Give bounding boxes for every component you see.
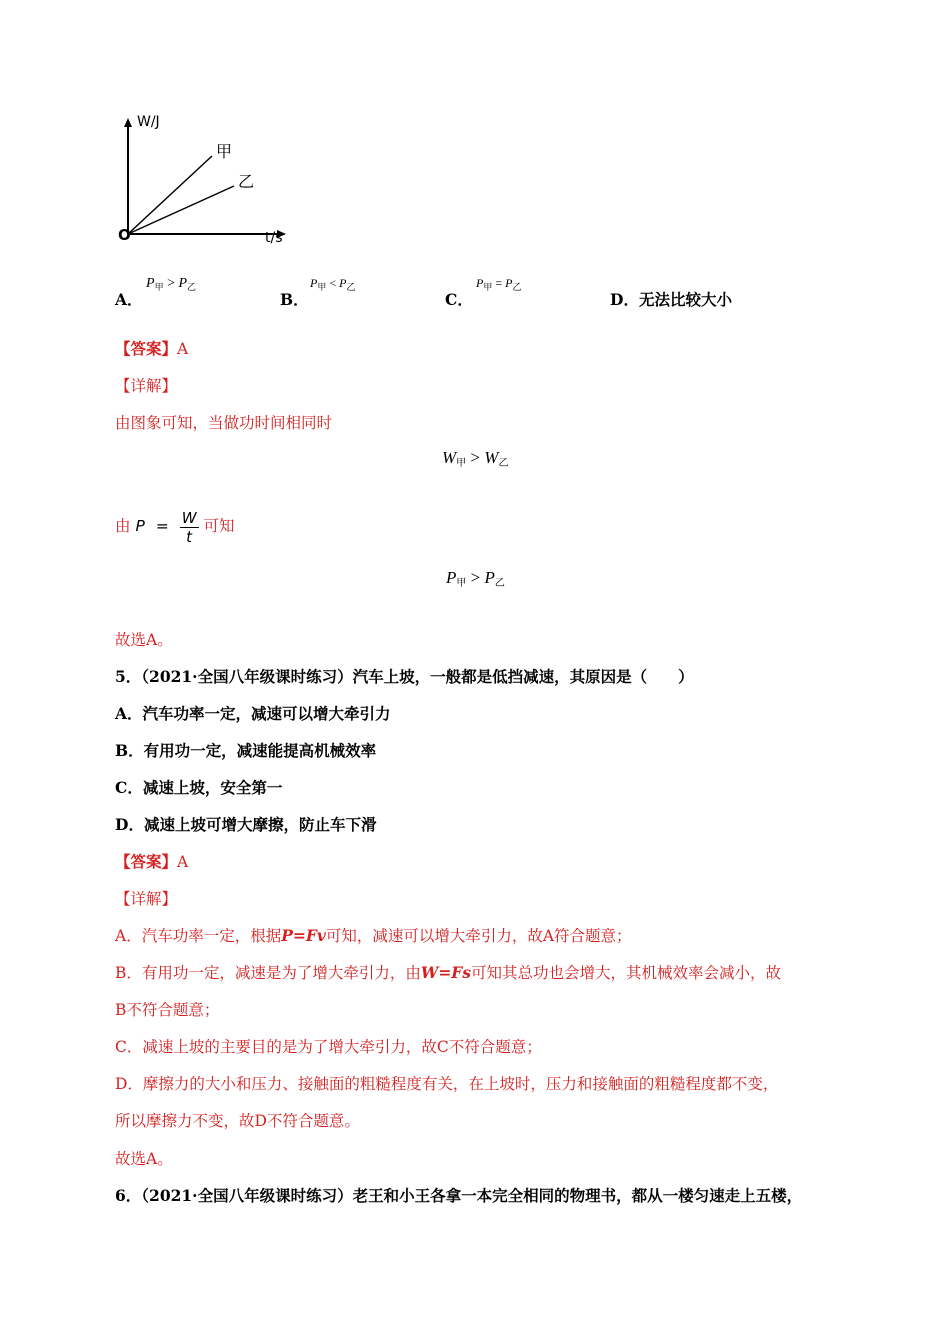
option-letter: B． — [115, 741, 144, 760]
y-axis-arrow — [124, 118, 132, 127]
q5-conclusion: 故选A。 — [115, 1150, 173, 1168]
q5-detail-d-line2: 所以摩擦力不变，故D不符合题意。 — [115, 1112, 360, 1130]
q4-formula-line — [115, 506, 234, 546]
answer-label: 【答案】 — [115, 852, 178, 871]
line-jia — [128, 156, 212, 234]
detail-formula: W=Fs — [420, 963, 472, 982]
option-letter: B． — [280, 290, 309, 309]
option-letter: A． — [115, 704, 143, 723]
detail-text: B．有用功一定，减速是为了增大牵引力，由 — [115, 964, 421, 982]
q4-detail-label: 【详解】 — [115, 377, 178, 395]
formula-lhs: P — [135, 517, 145, 535]
q6-stem — [115, 1186, 802, 1206]
question-number: 6． — [115, 1186, 142, 1205]
q4-option-b-formula — [310, 276, 356, 293]
q5-detail-label: 【详解】 — [115, 890, 178, 908]
q5-detail-c: C．减速上坡的主要目的是为了增大牵引力，故C不符合题意； — [115, 1038, 542, 1056]
var: P — [484, 568, 495, 587]
option-text: 汽车功率一定，减速可以增大牵引力 — [142, 704, 391, 723]
formula-prefix: 由 — [115, 517, 131, 535]
q5-option-a — [115, 704, 391, 724]
q5-detail-a — [115, 926, 632, 946]
formula-eq: = — [155, 517, 169, 535]
sub: 乙 — [346, 282, 356, 292]
answer-label: 【答案】 — [115, 339, 178, 358]
q4-equation-1 — [442, 448, 508, 469]
q5-stem — [115, 667, 694, 687]
option-text: 减速上坡，安全第一 — [142, 778, 283, 797]
origin-label: O — [118, 226, 131, 244]
option-letter: D． — [610, 290, 639, 309]
sub: 乙 — [187, 282, 197, 292]
q4-option-a-formula — [146, 276, 196, 293]
var: P — [178, 276, 188, 291]
var: P — [146, 276, 155, 291]
q4-detail-line1: 由图象可知，当做功时间相同时 — [115, 414, 333, 432]
sub: 甲 — [456, 578, 467, 589]
option-text: 有用功一定，减速能提高机械效率 — [143, 741, 377, 760]
detail-text: 可知其总功也会增大，其机械效率会减小，故 — [471, 964, 782, 982]
detail-text: A．汽车功率一定，根据 — [115, 927, 282, 945]
q5-detail-b — [115, 963, 781, 983]
q4-option-d — [610, 290, 732, 310]
sub: 甲 — [317, 282, 327, 292]
sub: 甲 — [456, 458, 467, 469]
q5-option-b — [115, 741, 376, 761]
answer-value: A — [177, 853, 189, 871]
sub: 甲 — [483, 282, 493, 292]
q5-detail-b-line2: B不符合题意； — [115, 1001, 220, 1019]
line-yi — [128, 186, 234, 234]
question-text: 老王和小王各拿一本完全相同的物理书，都从一楼匀速走上五楼， — [352, 1186, 803, 1205]
detail-formula: P=Fv — [281, 926, 326, 945]
q4-conclusion: 故选A。 — [115, 631, 173, 649]
question-text: 汽车上坡，一般都是低挡减速，其原因是（ ） — [352, 667, 694, 686]
option-letter: A． — [115, 290, 143, 309]
fraction-numerator: W — [181, 508, 197, 527]
option-letter: D． — [115, 815, 144, 834]
question-source: （2021·全国八年级课时练习） — [141, 667, 353, 686]
op: < — [329, 276, 337, 290]
op: > — [470, 448, 481, 467]
op: = — [495, 276, 503, 290]
fraction-denominator: t — [186, 527, 193, 546]
q5-detail-d-line1: D．摩擦力的大小和压力、接触面的粗糙程度有关，在上坡时，压力和接触面的粗糙程度都不变， — [115, 1075, 779, 1093]
q4-option-a — [115, 290, 143, 310]
option-text: 无法比较大小 — [638, 290, 732, 309]
question-number: 5． — [115, 667, 142, 686]
formula-fraction — [180, 509, 199, 546]
q4-equation-2 — [446, 568, 505, 589]
sub: 乙 — [512, 282, 522, 292]
sub: 乙 — [494, 578, 505, 589]
option-text: 减速上坡可增大摩擦，防止车下滑 — [143, 815, 377, 834]
detail-text: 可知，减速可以增大牵引力，故A符合题意； — [325, 927, 632, 945]
q5-option-c — [115, 778, 282, 798]
line-yi-label: 乙 — [238, 172, 255, 191]
var: P — [310, 276, 318, 290]
x-axis-label: t/s — [265, 230, 283, 246]
q5-answer — [115, 852, 188, 872]
option-letter: C． — [445, 290, 473, 309]
var: P — [476, 276, 484, 290]
q4-option-b — [280, 290, 309, 310]
y-axis-label: W/J — [137, 114, 160, 130]
var: P — [505, 276, 513, 290]
sub: 甲 — [154, 282, 164, 292]
q4-option-c — [445, 290, 473, 310]
var: W — [442, 448, 457, 467]
q4-answer — [115, 339, 188, 359]
formula-suffix: 可知 — [203, 517, 235, 535]
work-time-graph — [110, 112, 300, 252]
q5-option-d — [115, 815, 376, 835]
var: P — [446, 568, 457, 587]
answer-value: A — [177, 340, 189, 358]
var: W — [484, 448, 499, 467]
sub: 乙 — [498, 458, 509, 469]
op: > — [167, 276, 175, 291]
op: > — [470, 568, 481, 587]
q4-option-c-formula — [476, 276, 522, 293]
var: P — [339, 276, 347, 290]
question-source: （2021·全国八年级课时练习） — [141, 1186, 353, 1205]
line-jia-label: 甲 — [216, 142, 233, 161]
option-letter: C． — [115, 778, 143, 797]
